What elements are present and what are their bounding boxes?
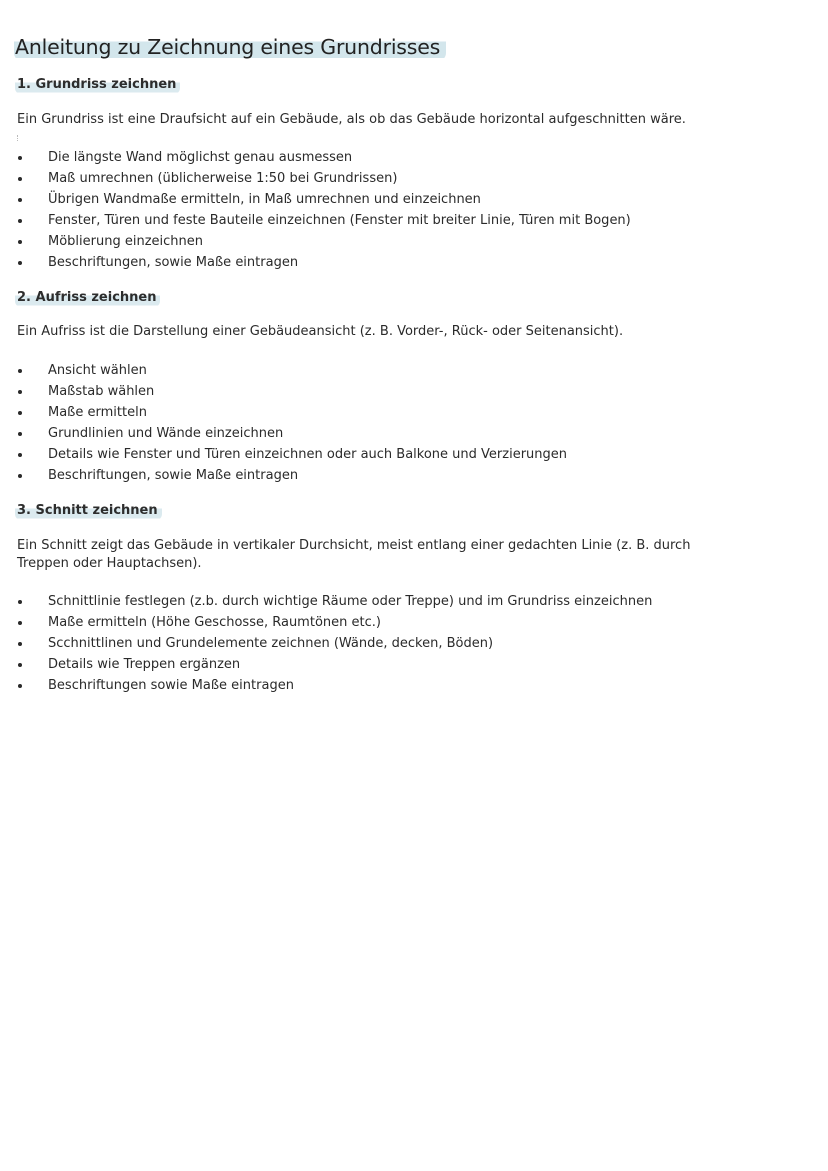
list-item bbox=[17, 675, 777, 696]
step-text: Scchnittlinen und Grundelemente zeichnen (Wände, decken, Böden) bbox=[48, 636, 494, 651]
list-item bbox=[17, 402, 777, 423]
bullet-icon bbox=[18, 198, 22, 202]
step-text: Beschriftungen, sowie Maße eintragen bbox=[48, 468, 299, 483]
bullet-icon bbox=[18, 600, 22, 604]
bullet-icon bbox=[18, 453, 22, 457]
list-item bbox=[17, 633, 777, 654]
step-text: Grundlinien und Wände einzeichnen bbox=[48, 426, 284, 441]
list-item bbox=[17, 360, 777, 381]
step-text: Beschriftungen sowie Maße eintragen bbox=[48, 678, 294, 693]
bullet-icon bbox=[18, 474, 22, 478]
steps-list-schnitt bbox=[17, 591, 777, 696]
bullet-icon bbox=[18, 684, 22, 688]
bullet-icon bbox=[18, 411, 22, 415]
list-item bbox=[17, 381, 777, 402]
list-item bbox=[17, 252, 777, 273]
section-heading-schnitt: 3. Schnitt zeichnen bbox=[15, 502, 162, 520]
list-item bbox=[17, 654, 777, 675]
step-text: Möblierung einzeichnen bbox=[48, 234, 203, 249]
step-text: Maßstab wählen bbox=[48, 384, 155, 399]
bullet-icon bbox=[18, 219, 22, 223]
step-text: Übrigen Wandmaße ermitteln, in Maß umrechnen und einzeichnen bbox=[48, 192, 481, 207]
list-item bbox=[17, 591, 777, 612]
step-text: Beschriftungen, sowie Maße eintragen bbox=[48, 255, 299, 270]
bullet-icon bbox=[18, 369, 22, 373]
list-item bbox=[17, 147, 777, 168]
step-text: Die längste Wand möglichst genau ausmessen bbox=[48, 150, 353, 165]
list-item bbox=[17, 168, 777, 189]
list-item bbox=[17, 231, 777, 252]
list-item bbox=[17, 210, 777, 231]
step-text: Schnittlinie festlegen (z.b. durch wichtige Räume oder Treppe) und im Grundriss einzeichnen bbox=[48, 594, 653, 609]
step-text: Maß umrechnen (üblicherweise 1:50 bei Grundrissen) bbox=[48, 171, 398, 186]
section-intro-grundriss: Ein Grundriss ist eine Draufsicht auf ein Gebäude, als ob das Gebäude horizontal aufgeschnitten wäre. bbox=[17, 112, 686, 127]
bullet-icon bbox=[18, 240, 22, 244]
bullet-icon bbox=[18, 432, 22, 436]
step-text: Ansicht wählen bbox=[48, 363, 147, 378]
bullet-icon bbox=[18, 663, 22, 667]
stray-mark bbox=[17, 135, 20, 141]
steps-list-grundriss bbox=[17, 147, 777, 273]
bullet-icon bbox=[18, 642, 22, 646]
list-item bbox=[17, 423, 777, 444]
section-heading-grundriss: 1. Grundriss zeichnen bbox=[15, 76, 180, 94]
bullet-icon bbox=[18, 390, 22, 394]
list-item bbox=[17, 612, 777, 633]
step-text: Fenster, Türen und feste Bauteile einzeichnen (Fenster mit breiter Linie, Türen mit Bogen) bbox=[48, 213, 631, 228]
step-text: Details wie Treppen ergänzen bbox=[48, 657, 241, 672]
step-text: Details wie Fenster und Türen einzeichnen oder auch Balkone und Verzierungen bbox=[48, 447, 568, 462]
list-item bbox=[17, 189, 777, 210]
bullet-icon bbox=[18, 261, 22, 265]
list-item bbox=[17, 444, 777, 465]
step-text: Maße ermitteln bbox=[48, 405, 147, 420]
bullet-icon bbox=[18, 177, 22, 181]
step-text: Maße ermitteln (Höhe Geschosse, Raumtönen etc.) bbox=[48, 615, 381, 630]
bullet-icon bbox=[18, 621, 22, 625]
document-title: Anleitung zu Zeichnung eines Grundrisses bbox=[14, 33, 446, 61]
section-intro-aufriss: Ein Aufriss ist die Darstellung einer Gebäudeansicht (z. B. Vorder-, Rück- oder Seitenansicht). bbox=[17, 324, 624, 339]
section-heading-aufriss: 2. Aufriss zeichnen bbox=[15, 289, 160, 307]
bullet-icon bbox=[18, 156, 22, 160]
steps-list-aufriss bbox=[17, 360, 777, 486]
list-item bbox=[17, 465, 777, 486]
section-intro-schnitt: Ein Schnitt zeigt das Gebäude in vertikaler Durchsicht, meist entlang einer gedachten Linie (z. B. durch Treppen oder Hauptachsen). bbox=[17, 538, 691, 571]
